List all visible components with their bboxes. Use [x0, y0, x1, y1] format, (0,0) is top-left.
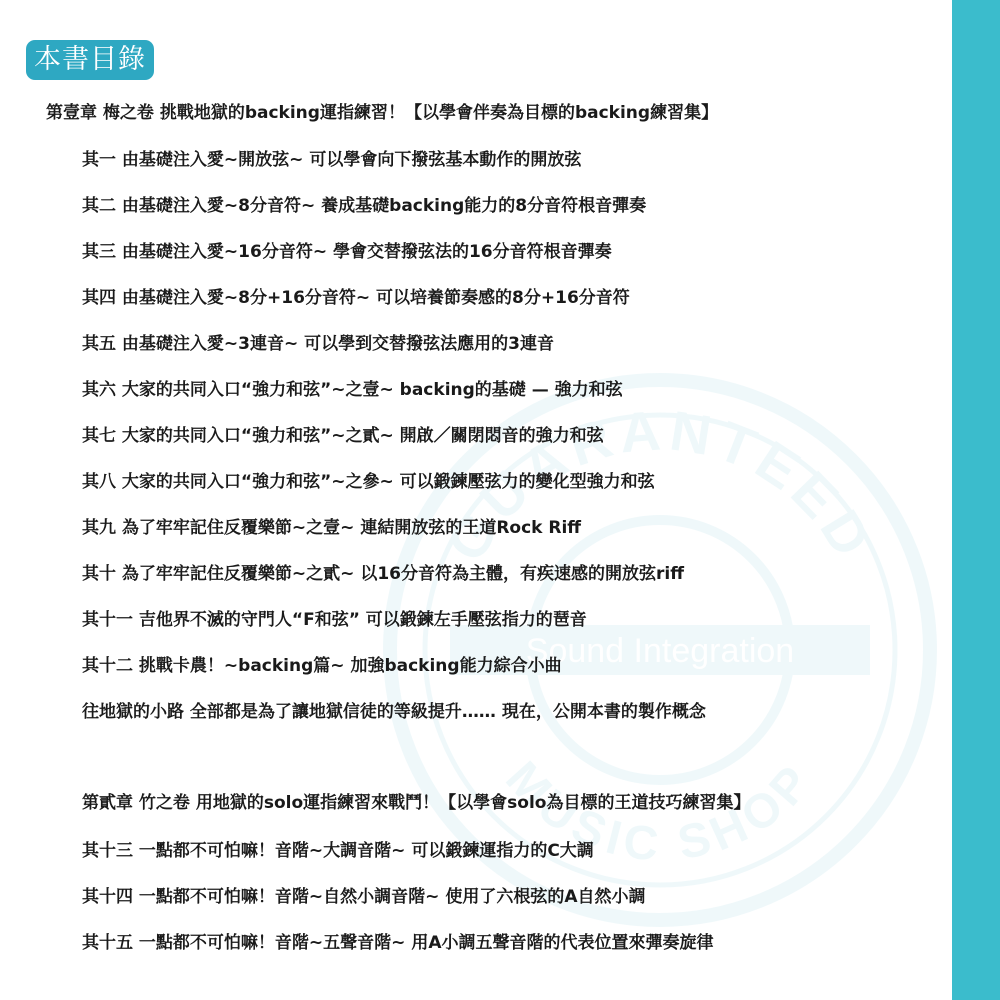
toc-entry: 其四 由基礎注入愛~8分+16分音符~ 可以培養節奏感的8分+16分音符 — [82, 288, 630, 308]
toc-entry: 其六 大家的共同入口“強力和弦”~之壹~ backing的基礎 — 強力和弦 — [82, 380, 623, 400]
toc-entry: 其十三 一點都不可怕嘛！音階~大調音階~ 可以鍛鍊運指力的C大調 — [82, 841, 594, 861]
toc-entry: 其十四 一點都不可怕嘛！音階~自然小調音階~ 使用了六根弦的A自然小調 — [82, 887, 646, 907]
watermark-bottom-text: MUSIC SHOP — [495, 751, 825, 873]
toc-entry: 其八 大家的共同入口“強力和弦”~之參~ 可以鍛鍊壓弦力的變化型強力和弦 — [82, 472, 655, 492]
toc-entry: 其五 由基礎注入愛~3連音~ 可以學到交替撥弦法應用的3連音 — [82, 334, 554, 354]
toc-entry: 其三 由基礎注入愛~16分音符~ 學會交替撥弦法的16分音符根音彈奏 — [82, 242, 612, 262]
side-color-strip — [952, 0, 1000, 1000]
toc-entry: 其二 由基礎注入愛~8分音符~ 養成基礎backing能力的8分音符根音彈奏 — [82, 196, 647, 216]
toc-entry: 往地獄的小路 全部都是為了讓地獄信徒的等級提升…… 現在，公開本書的製作概念 — [82, 702, 706, 722]
toc-entry: 其九 為了牢牢記住反覆樂節~之壹~ 連結開放弦的王道Rock Riff — [82, 518, 582, 538]
chapter-heading-1: 第壹章 梅之卷 挑戰地獄的backing運指練習！【以學會伴奏為目標的backing練習集】 — [46, 103, 719, 123]
watermark-top-text: GUARANTEED — [433, 398, 887, 572]
toc-entry: 其十五 一點都不可怕嘛！音階~五聲音階~ 用A小調五聲音階的代表位置來彈奏旋律 — [82, 933, 714, 953]
toc-entry: 其十二 挑戰卡農！~backing篇~ 加強backing能力綜合小曲 — [82, 656, 562, 676]
toc-title-badge: 本書目錄 — [26, 40, 154, 80]
watermark-middle-text: Sound Integration — [525, 632, 795, 670]
toc-entry: 其十一 吉他界不滅的守門人“F和弦” 可以鍛鍊左手壓弦指力的琶音 — [82, 610, 587, 630]
toc-entry: 其七 大家的共同入口“強力和弦”~之貳~ 開啟／關閉悶音的強力和弦 — [82, 426, 604, 446]
chapter-heading-2: 第貳章 竹之卷 用地獄的solo運指練習來戰鬥！【以學會solo為目標的王道技巧練習集】 — [82, 793, 751, 813]
toc-entry: 其十 為了牢牢記住反覆樂節~之貳~ 以16分音符為主體，有疾速感的開放弦riff — [82, 564, 684, 584]
toc-entry: 其一 由基礎注入愛~開放弦~ 可以學會向下撥弦基本動作的開放弦 — [82, 150, 582, 170]
